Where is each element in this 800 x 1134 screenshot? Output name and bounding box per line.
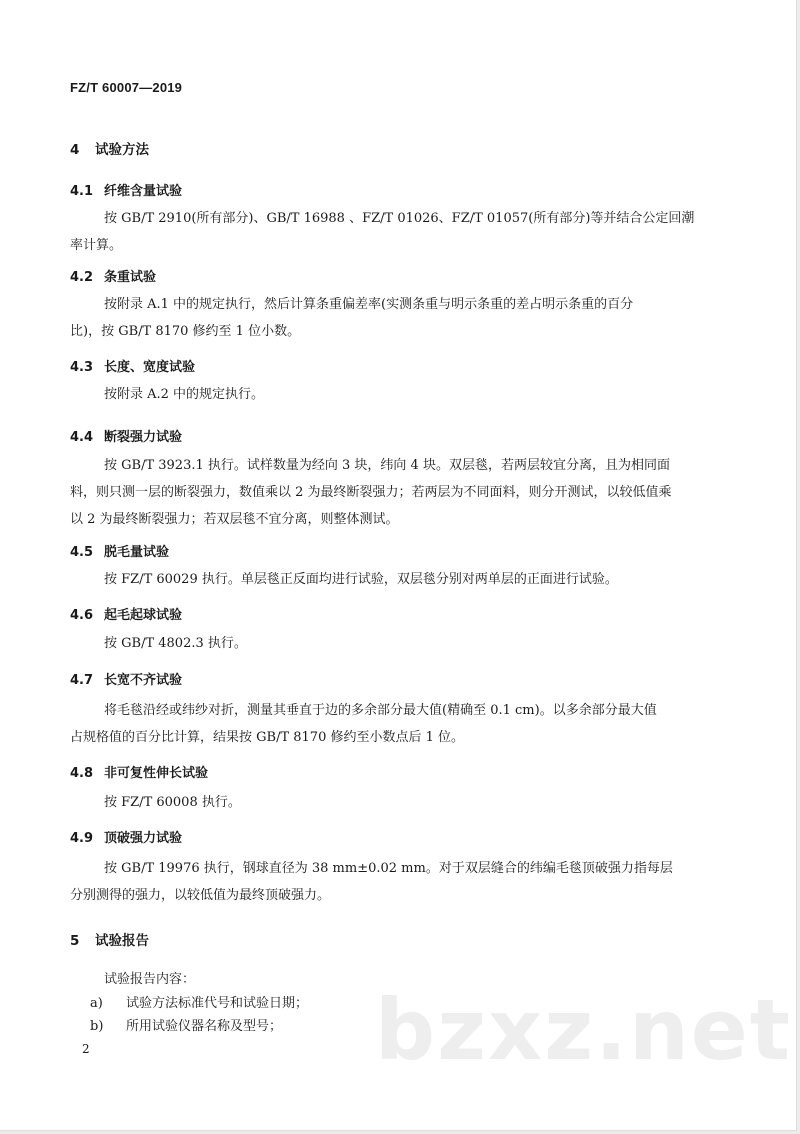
paragraph-line: 以 2 为最终断裂强力；若双层毯不宜分离，则整体测试。: [70, 512, 399, 527]
paragraph-line: 按 GB/T 4802.3 执行。: [104, 636, 247, 651]
subsection-4-7-heading: [70, 669, 182, 688]
paragraph-line: 按 GB/T 19976 执行，钢球直径为 38 mm±0.02 mm。对于双层缝合的纬编毛毯顶破强力指每层: [104, 861, 673, 876]
paragraph-line: 按 FZ/T 60008 执行。: [104, 795, 241, 810]
subsection-title: 非可复性伸长试验: [104, 766, 209, 781]
document-id: FZ/T 60007—2019: [70, 80, 183, 95]
section-5-heading: [70, 929, 149, 949]
paragraph-line: 将毛毯沿经或纬纱对折，测量其垂直于边的多余部分最大值(精确至 0.1 cm)。以多余部分最大值: [104, 703, 657, 718]
list-marker: b): [90, 1019, 104, 1034]
subsection-4-9-heading: [70, 827, 182, 846]
paragraph-line: 按 GB/T 3923.1 执行。试样数量为经向 3 块，纬向 4 块。双层毯，若两层较宜分离，且为相同面: [104, 458, 670, 473]
paragraph-line: 试验报告内容：: [104, 972, 196, 987]
paragraph-line: 按附录 A.1 中的规定执行，然后计算条重偏差率(实测条重与明示条重的差占明示条重的百分: [104, 297, 634, 312]
subsection-title: 纤维含量试验: [104, 184, 183, 199]
subsection-number: 4.9: [70, 831, 94, 846]
subsection-title: 长度、宽度试验: [104, 360, 196, 375]
subsection-number: 4.7: [70, 673, 94, 688]
subsection-4-5-heading: [70, 541, 169, 560]
paragraph-line: 料，则只测一层的断裂强力，数值乘以 2 为最终断裂强力；若两层为不同面料，则分开测试，以较低值乘: [70, 485, 672, 500]
subsection-number: 4.4: [70, 430, 94, 445]
paragraph-line: 按 FZ/T 60029 执行。单层毯正反面均进行试验，双层毯分别对两单层的正面进行试验。: [104, 572, 618, 587]
list-item-text: 试验方法标准代号和试验日期；: [126, 996, 309, 1011]
paragraph-line: 率计算。: [70, 238, 123, 253]
paragraph-line: 占规格值的百分比计算，结果按 GB/T 8170 修约至小数点后 1 位。: [70, 730, 465, 745]
list-item: [90, 1013, 282, 1040]
subsection-number: 4.6: [70, 608, 94, 623]
subsection-4-6-heading: [70, 604, 182, 623]
list-item-text: 所用试验仪器名称及型号；: [126, 1019, 283, 1034]
subsection-4-1-heading: [70, 180, 182, 199]
subsection-title: 条重试验: [104, 270, 157, 285]
paragraph-line: 按 GB/T 2910(所有部分)、GB/T 16988 、FZ/T 01026、FZ/T 01057(所有部分)等并结合公定回潮: [104, 211, 695, 226]
paragraph-line: 比)，按 GB/T 8170 修约至 1 位小数。: [70, 324, 301, 339]
subsection-number: 4.2: [70, 270, 94, 285]
subsection-title: 长宽不齐试验: [104, 673, 183, 688]
subsection-4-4-heading: [70, 426, 182, 445]
subsection-number: 4.3: [70, 360, 94, 375]
watermark: bzxz.net: [375, 981, 792, 1079]
section-number: 5: [70, 933, 80, 949]
subsection-4-2-heading: [70, 266, 156, 285]
subsection-number: 4.1: [70, 184, 94, 199]
subsection-title: 顶破强力试验: [104, 831, 183, 846]
list-marker: a): [90, 996, 103, 1011]
subsection-4-3-heading: [70, 356, 195, 375]
section-title: 试验报告: [95, 933, 149, 949]
section-title: 试验方法: [95, 142, 149, 158]
paragraph-line: 分别测得的强力，以较低值为最终顶破强力。: [70, 888, 331, 903]
subsection-title: 断裂强力试验: [104, 430, 183, 445]
subsection-number: 4.5: [70, 545, 94, 560]
subsection-number: 4.8: [70, 766, 94, 781]
subsection-4-8-heading: [70, 762, 208, 781]
subsection-title: 脱毛量试验: [104, 545, 170, 560]
section-4-heading: [70, 138, 149, 158]
section-number: 4: [70, 142, 80, 158]
paragraph-line: 按附录 A.2 中的规定执行。: [104, 387, 265, 402]
page-number: 2: [82, 1042, 90, 1056]
subsection-title: 起毛起球试验: [104, 608, 183, 623]
